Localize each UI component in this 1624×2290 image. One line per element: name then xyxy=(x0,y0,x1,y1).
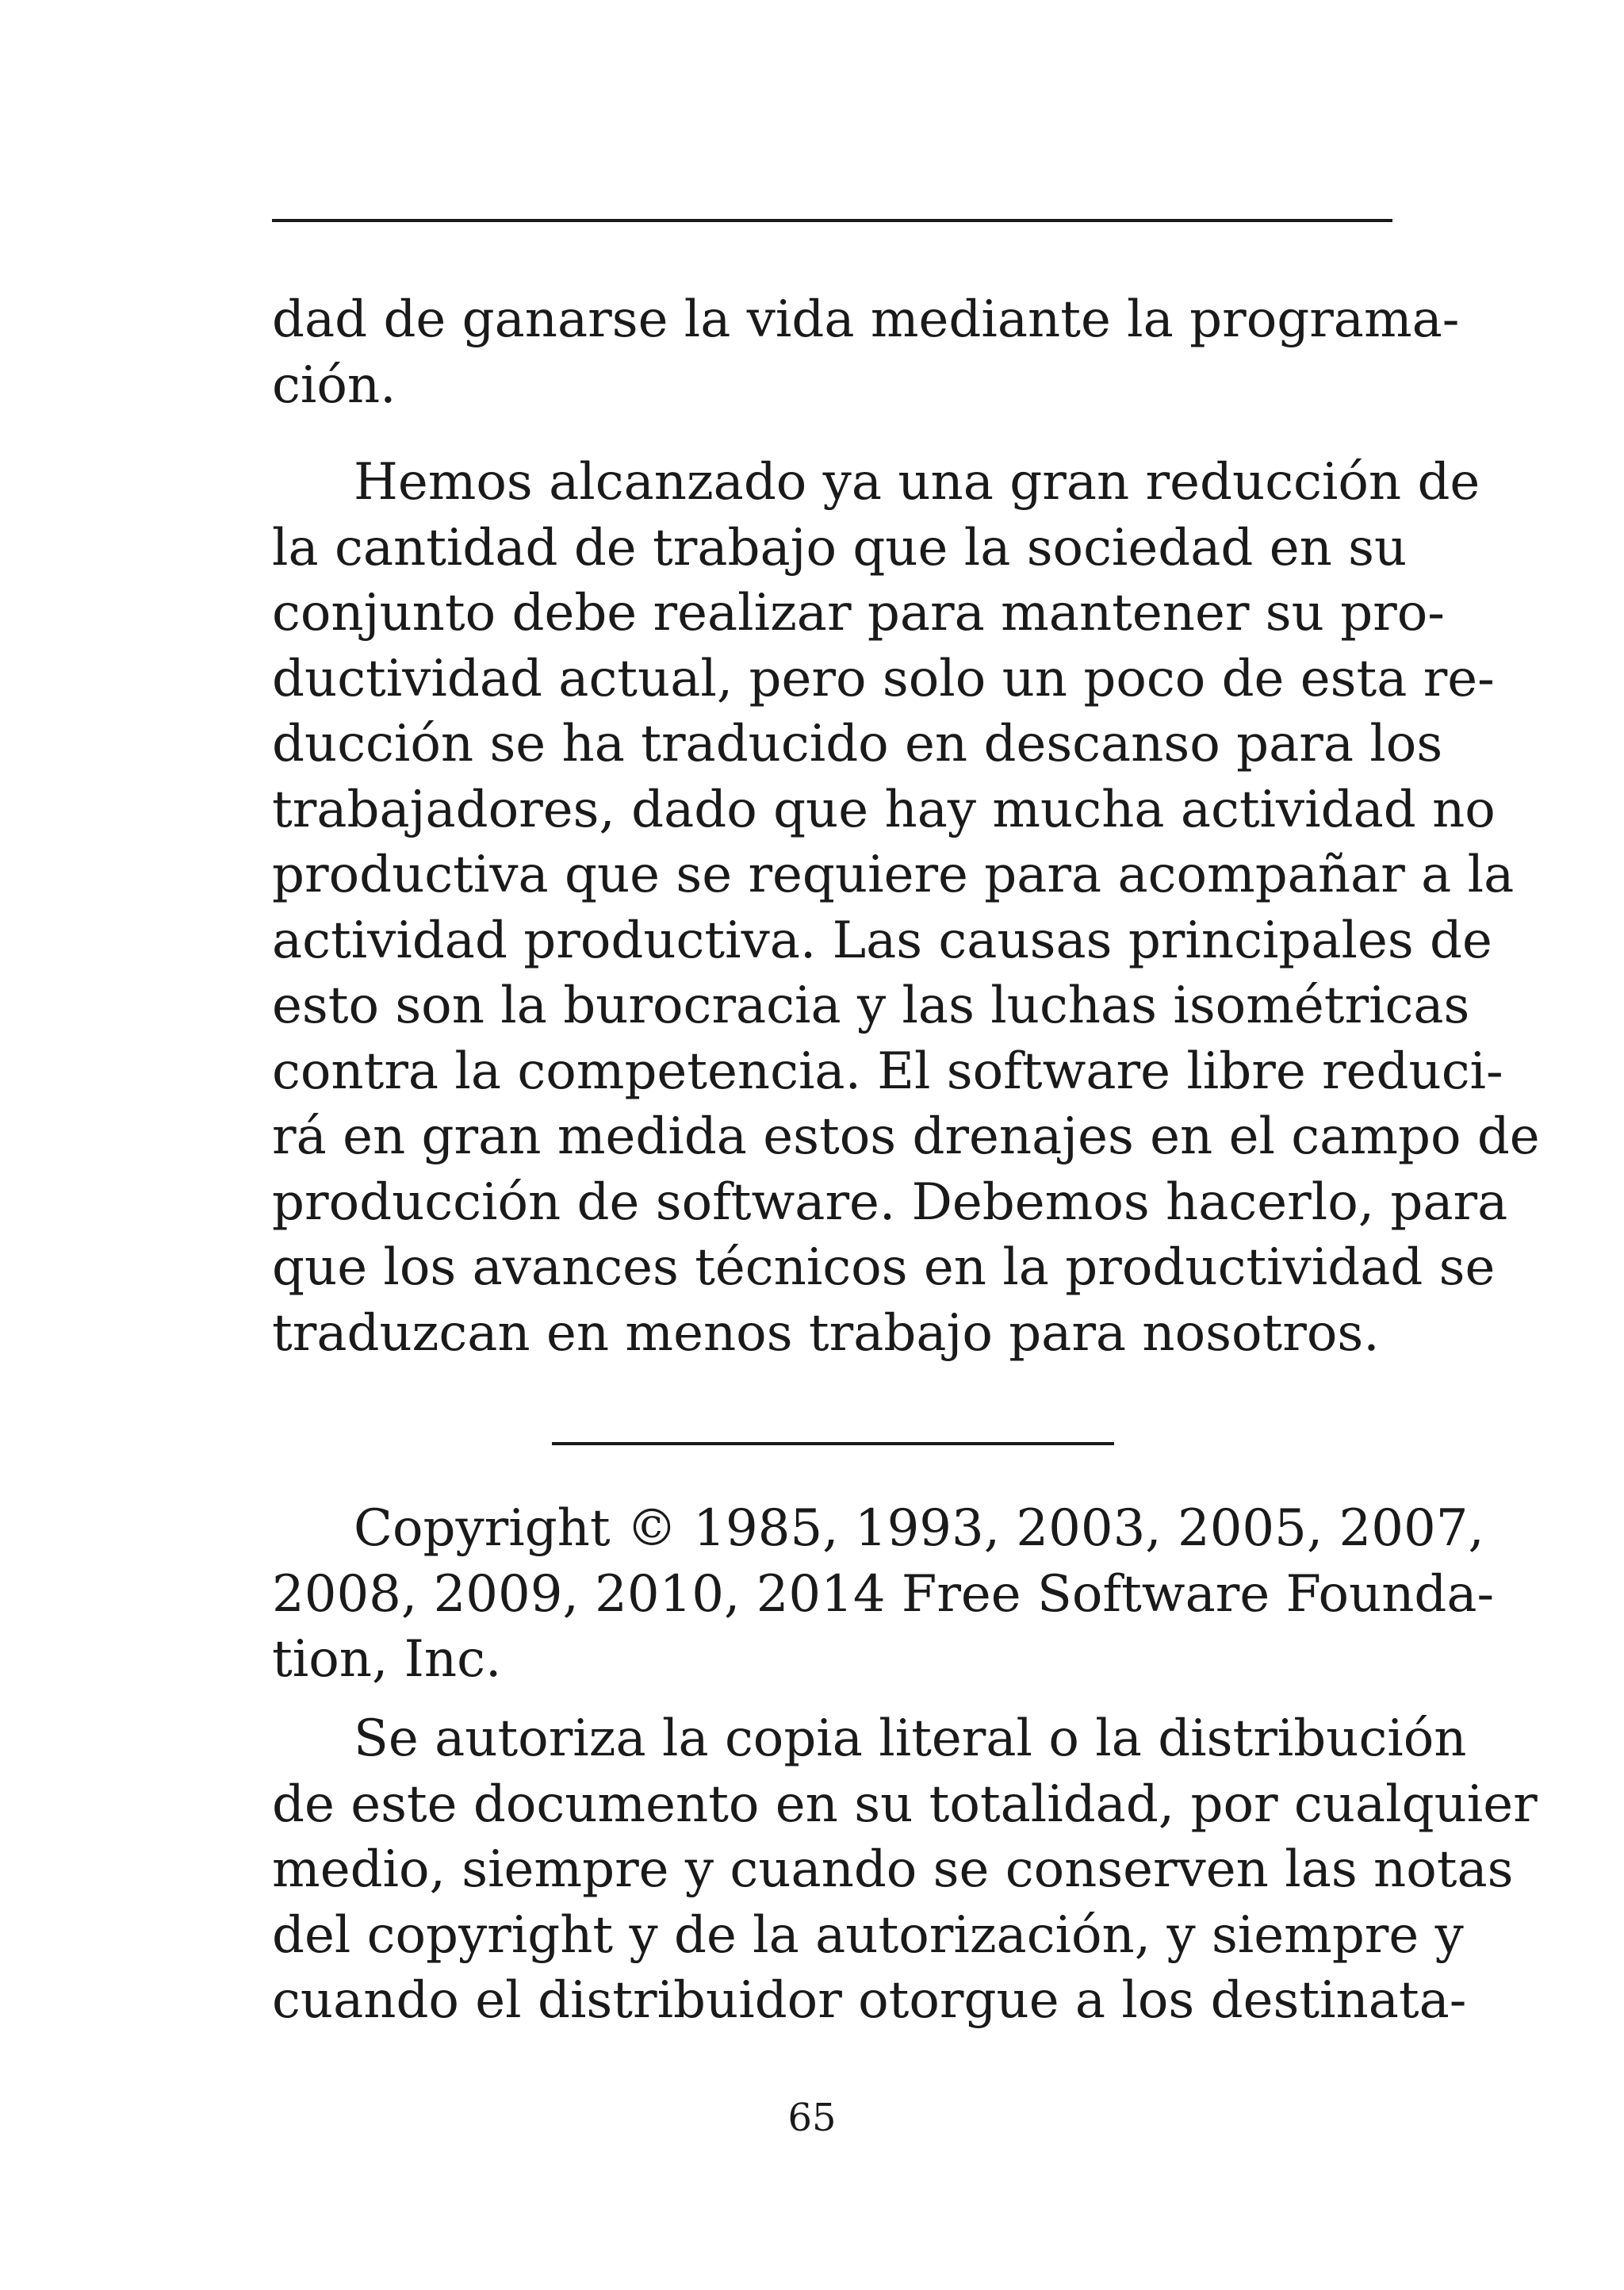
header-rule xyxy=(272,219,1392,222)
paragraph-main xyxy=(272,450,1540,1366)
text-line: trabajadores, dado que hay mucha actividad no xyxy=(272,780,1496,839)
text-line: la cantidad de trabajo que la sociedad en su xyxy=(272,518,1408,577)
section-divider xyxy=(552,1442,1114,1445)
text-line: contra la competencia. El software libre reduci- xyxy=(272,1041,1503,1101)
text-line: productiva que se requiere para acompañar a la xyxy=(272,846,1515,904)
text-line: esto son la burocracia y las luchas isométricas xyxy=(272,976,1470,1035)
text-line: tion, Inc. xyxy=(272,1630,502,1689)
text-line: Copyright © 1985, 1993, 2003, 2005, 2007, xyxy=(354,1499,1484,1558)
text-line: ductividad actual, pero solo un poco de esta re- xyxy=(272,649,1495,708)
text-line: medio, siempre y cuando se conserven las notas xyxy=(272,1840,1514,1899)
text-line: 2008, 2009, 2010, 2014 Free Software Founda- xyxy=(272,1564,1495,1624)
text-line: ción. xyxy=(272,355,396,415)
copyright-notice xyxy=(272,1496,1495,1693)
text-line: traduzcan en menos trabajo para nosotros. xyxy=(272,1303,1380,1363)
text-line: producción de software. Debemos hacerlo, para xyxy=(272,1172,1508,1232)
text-line: cuando el distribuidor otorgue a los destinata- xyxy=(272,1971,1467,2030)
text-line: rá en gran medida estos drenajes en el campo de xyxy=(272,1107,1540,1166)
text-line: que los avances técnicos en la productividad se xyxy=(272,1238,1496,1297)
text-line: dad de ganarse la vida mediante la programa- xyxy=(272,290,1460,349)
text-line: Hemos alcanzado ya una gran reducción de xyxy=(354,453,1480,512)
text-line: del copyright y de la autorización, y siempre y xyxy=(272,1905,1464,1965)
text-line: de este documento en su totalidad, por cualquier xyxy=(272,1774,1538,1834)
text-line: ducción se ha traducido en descanso para los xyxy=(272,715,1443,773)
text-line: Se autoriza la copia literal o la distribución xyxy=(354,1709,1467,1768)
text-line: conjunto debe realizar para mantener su pro- xyxy=(272,584,1445,643)
license-paragraph xyxy=(272,1706,1538,2034)
text-line: actividad productiva. Las causas principales de xyxy=(272,911,1492,970)
page-number: 65 xyxy=(787,2096,837,2140)
paragraph-continuation xyxy=(272,287,1460,418)
